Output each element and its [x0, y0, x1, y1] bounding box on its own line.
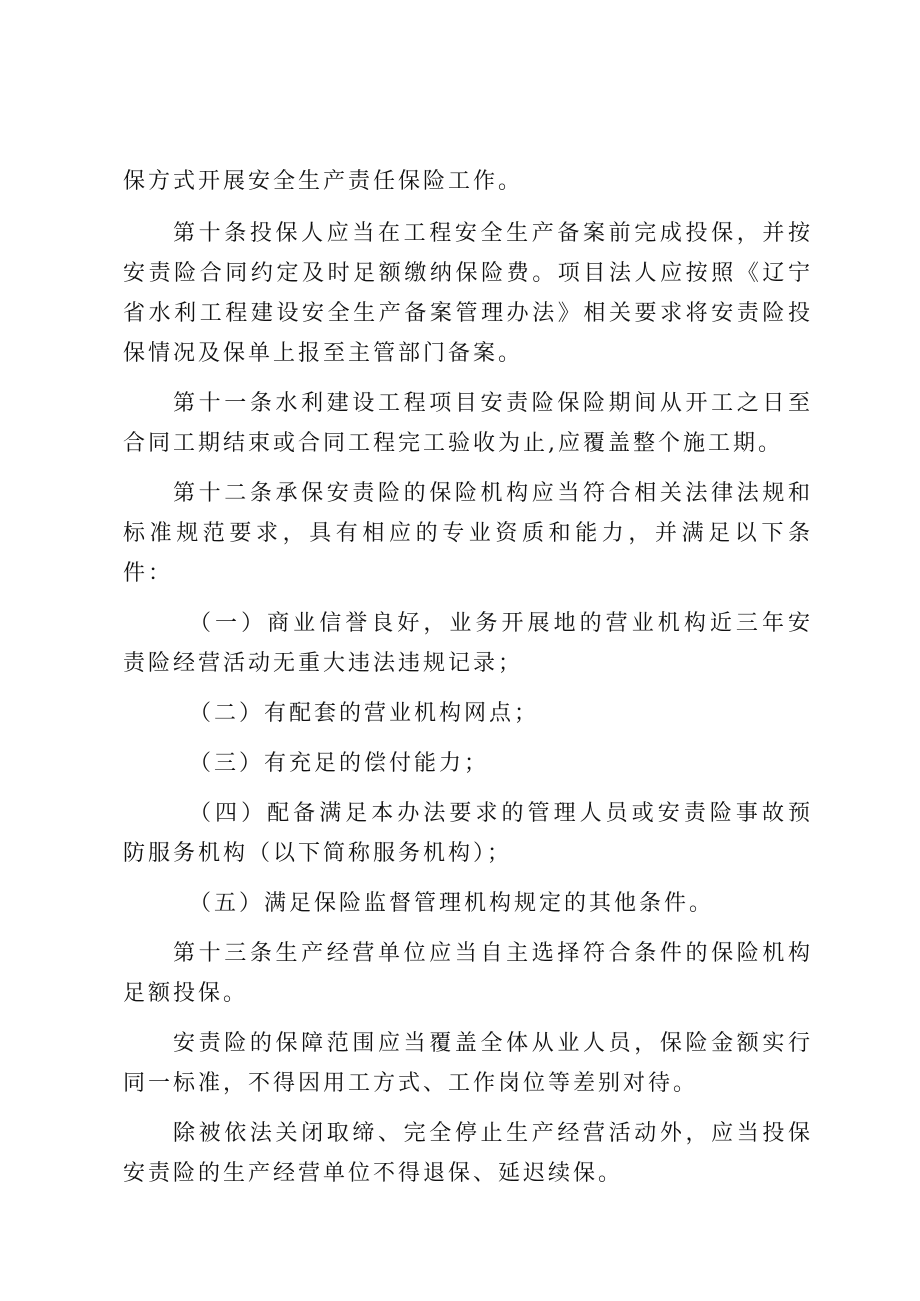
list-item-3: （三）有充足的偿付能力；	[189, 751, 490, 776]
list-item-5: （五）满足保险监督管理机构规定的其他条件。	[189, 891, 715, 916]
list-item-1: （一）商业信誉良好，业务开展地的营业机构近三年安责险经营活动无重大违法违规记录；	[123, 611, 813, 676]
paragraph-coverage-scope: 安责险的保障范围应当覆盖全体从业人员，保险金额实行同一标准，不得因用工方式、工作岗位等差别对待。	[123, 1031, 813, 1096]
paragraph-article-10: 第十条投保人应当在工程安全生产备案前完成投保，并按安责险合同约定及时足额缴纳保险费。项目法人应按照《辽宁省水利工程建设安全生产备案管理办法》相关要求将安责险投保情况及保单上报至主管部门备案。	[123, 221, 813, 366]
paragraph-article-11: 第十一条水利建设工程项目安责险保险期间从开工之日至合同工期结束或合同工程完工验收为止,应覆盖整个施工期。	[123, 391, 813, 456]
paragraph-continuation: 保方式开展安全生产责任保险工作。	[123, 169, 524, 194]
document-body	[123, 162, 813, 1204]
paragraph-article-13: 第十三条生产经营单位应当自主选择符合条件的保险机构足额投保。	[123, 941, 813, 1006]
list-item-4: （四）配备满足本办法要求的管理人员或安责险事故预防服务机构（以下简称服务机构）；	[123, 801, 813, 866]
paragraph-no-surrender: 除被依法关闭取缔、完全停止生产经营活动外，应当投保安责险的生产经营单位不得退保、延迟续保。	[123, 1121, 813, 1186]
paragraph-article-12: 第十二条承保安责险的保险机构应当符合相关法律法规和标准规范要求，具有相应的专业资质和能力，并满足以下条件：	[123, 481, 813, 586]
list-item-2: （二）有配套的营业机构网点；	[189, 701, 540, 726]
